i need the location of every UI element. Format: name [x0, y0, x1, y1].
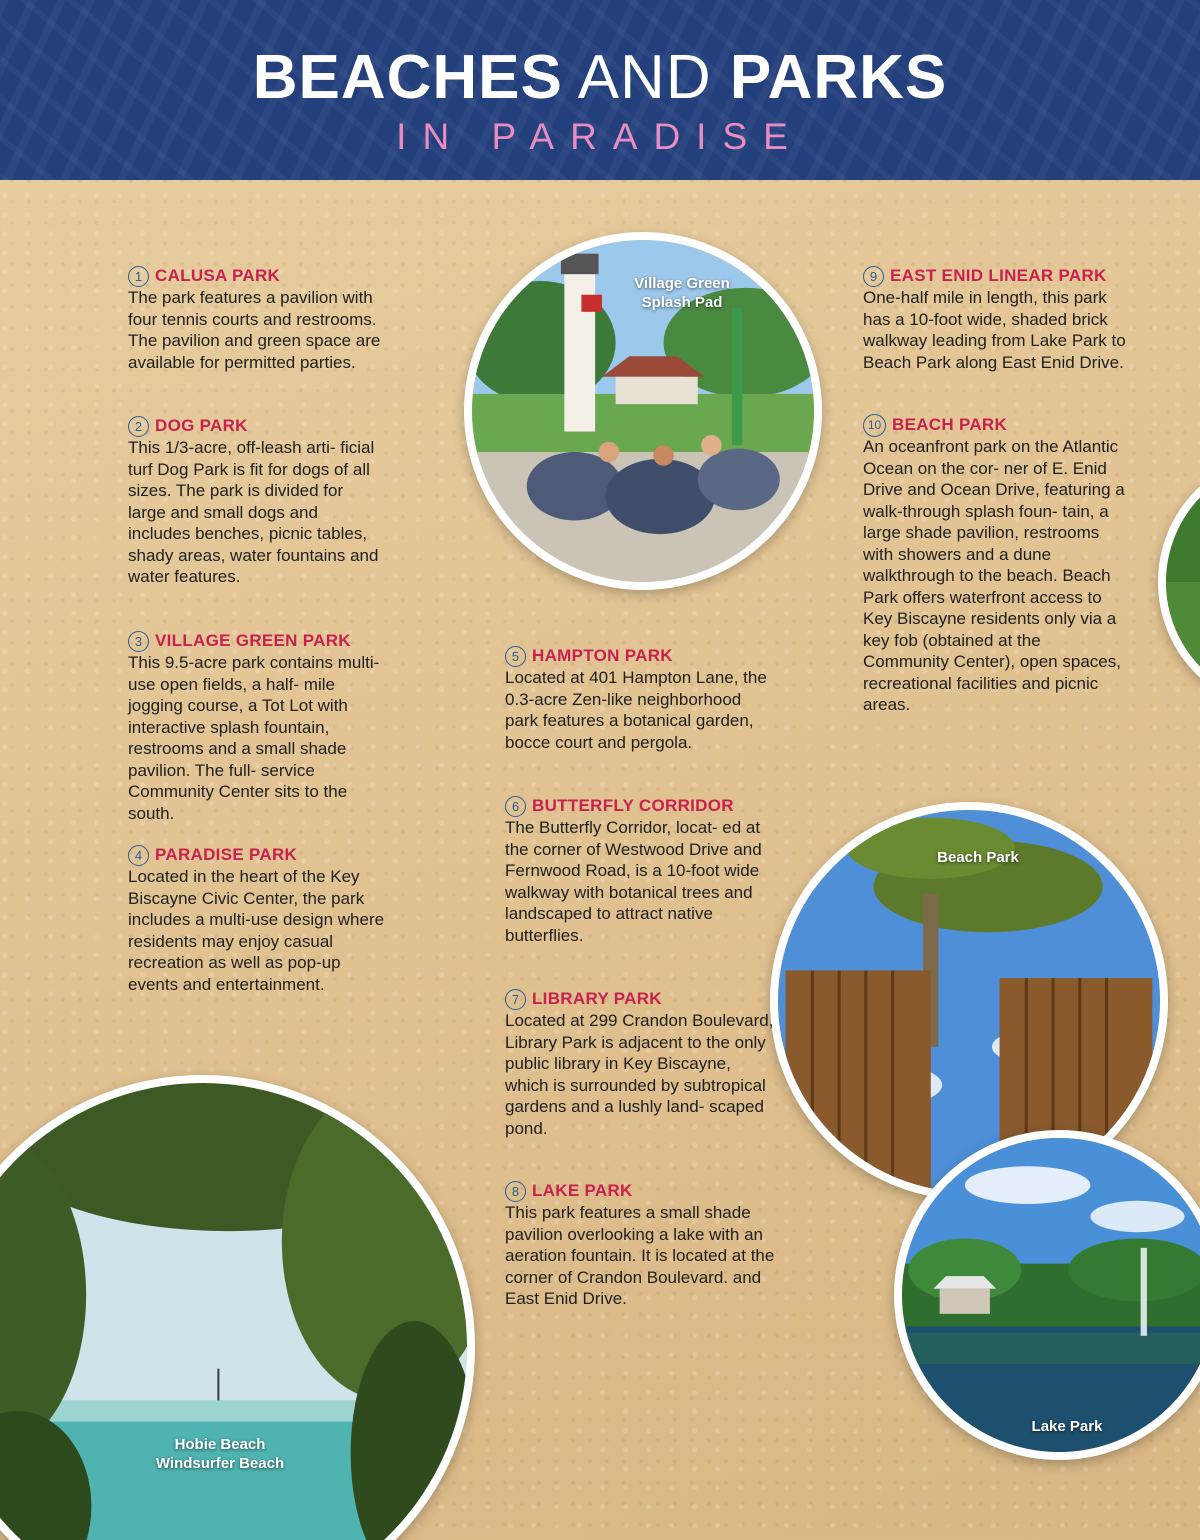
- park-number-badge: 3: [128, 631, 149, 652]
- park-description: This 9.5-acre park contains multi-use open fields, a half- mile jogging course, a Tot Lot with interactive splash fountain, restrooms and a small shade pavilion. The full- service Community Center sits to the south.: [128, 653, 380, 823]
- park-hampton: [505, 645, 777, 753]
- hobie-beach-caption: [115, 1435, 325, 1473]
- park-number-badge: 8: [505, 1181, 526, 1202]
- park-name: LAKE PARK: [532, 1181, 633, 1200]
- park-description: This park features a small shade pavilion overlooking a lake with an aeration fountain. It is located at the corner of Crandon Boulevard. and East Enid Drive.: [505, 1203, 775, 1308]
- village-green-caption: [602, 274, 762, 312]
- park-description: This 1/3-acre, off-leash arti- ficial turf Dog Park is fit for dogs of all sizes. The park is divided for large and small dogs and includes benches, picnic tables, shady areas, water fountains and water features.: [128, 438, 379, 586]
- page-header: [0, 0, 1200, 180]
- park-name: BUTTERFLY CORRIDOR: [532, 796, 734, 815]
- hobie-beach-caption-line1: Hobie Beach: [174, 1436, 266, 1453]
- park-library: [505, 988, 777, 1139]
- park-east-enid-linear: [863, 265, 1135, 373]
- park-number-badge: 1: [128, 266, 149, 287]
- park-header: [128, 265, 398, 287]
- edge-green-image: [1166, 460, 1200, 704]
- park-name: CALUSA PARK: [155, 266, 281, 285]
- edge-green-photo: [1158, 452, 1200, 712]
- title-word-and: AND: [577, 43, 712, 112]
- hobie-beach-caption-line2: Windsurfer Beach: [155, 1455, 285, 1472]
- village-green-photo: [464, 232, 822, 590]
- park-header: [505, 645, 777, 667]
- park-description: Located at 299 Crandon Boulevard, Library Park is adjacent to the only public library in Key Biscayne, which is surrounded by subtropical gardens and a lushly land- scaped pond.: [505, 1011, 774, 1138]
- park-header: [505, 795, 777, 817]
- park-name: LIBRARY PARK: [532, 989, 662, 1008]
- park-description: The park features a pavilion with four tennis courts and restrooms. The pavilion and green space are available for permitted parties.: [128, 288, 381, 372]
- park-paradise: [128, 844, 390, 995]
- park-header: [128, 844, 390, 866]
- park-number-badge: 5: [505, 646, 526, 667]
- park-butterfly-corridor: [505, 795, 777, 946]
- park-number-badge: 4: [128, 845, 149, 866]
- title-word-parks: PARKS: [729, 43, 948, 112]
- beach-park-caption: Beach Park: [937, 849, 1019, 866]
- title-word-beaches: BEACHES: [252, 43, 563, 112]
- park-dog: [128, 415, 383, 588]
- park-description: One-half mile in length, this park has a 10-foot wide, shaded brick walkway leading from Lake Park to Beach Park along East Enid Drive.: [863, 288, 1126, 372]
- park-number-badge: 6: [505, 796, 526, 817]
- park-description: Located in the heart of the Key Biscayne Civic Center, the park includes a multi-use design where residents may enjoy casual recreation as well as pop-up events and entertainment.: [128, 867, 385, 994]
- page-title: [0, 42, 1200, 114]
- park-header: [505, 988, 777, 1010]
- hobie-beach-photo: [0, 1075, 475, 1540]
- park-name: HAMPTON PARK: [532, 646, 673, 665]
- park-number-badge: 7: [505, 989, 526, 1010]
- park-name: EAST ENID LINEAR PARK: [890, 266, 1107, 285]
- park-header: [863, 265, 1135, 287]
- park-name: DOG PARK: [155, 416, 248, 435]
- park-header: [128, 415, 383, 437]
- park-description: Located at 401 Hampton Lane, the 0.3-acre Zen-like neighborhood park features a botanical garden, bocce court and pergola.: [505, 668, 767, 752]
- park-beach: [863, 414, 1125, 716]
- lake-park-photo: [894, 1130, 1200, 1460]
- park-name: BEACH PARK: [892, 415, 1008, 434]
- village-green-caption-line2: Splash Pad: [641, 294, 723, 311]
- park-header: [863, 414, 1125, 436]
- park-number-badge: 2: [128, 416, 149, 437]
- park-number-badge: 10: [863, 414, 886, 437]
- park-calusa: [128, 265, 398, 373]
- park-lake: [505, 1180, 777, 1310]
- park-village-green: [128, 630, 393, 824]
- park-description: The Butterfly Corridor, locat- ed at the corner of Westwood Drive and Fernwood Road, is a 10-foot wide walkway with botanical trees and landscaped to attract native butterflies.: [505, 818, 762, 945]
- park-description: An oceanfront park on the Atlantic Ocean on the cor- ner of E. Enid Drive and Ocean Drive, featuring a walk-through splash foun- tain, a large shade pavilion, restrooms with showers and a dune walkthrough to the beach. Beach Park offers waterfront access to Key Biscayne residents only via a key fob (obtained at the Community Center), open spaces, recreational facilities and picnic areas.: [863, 437, 1125, 714]
- page-subtitle: IN PARADISE: [396, 116, 804, 157]
- village-green-caption-line1: Village Green: [634, 275, 730, 292]
- park-header: [505, 1180, 777, 1202]
- lake-park-caption: Lake Park: [1031, 1418, 1103, 1435]
- park-number-badge: 9: [863, 266, 884, 287]
- beach-park-image: [778, 810, 1160, 1192]
- park-name: PARADISE PARK: [155, 845, 298, 864]
- park-header: [128, 630, 393, 652]
- lake-park-image: [902, 1138, 1200, 1452]
- park-name: VILLAGE GREEN PARK: [155, 631, 351, 650]
